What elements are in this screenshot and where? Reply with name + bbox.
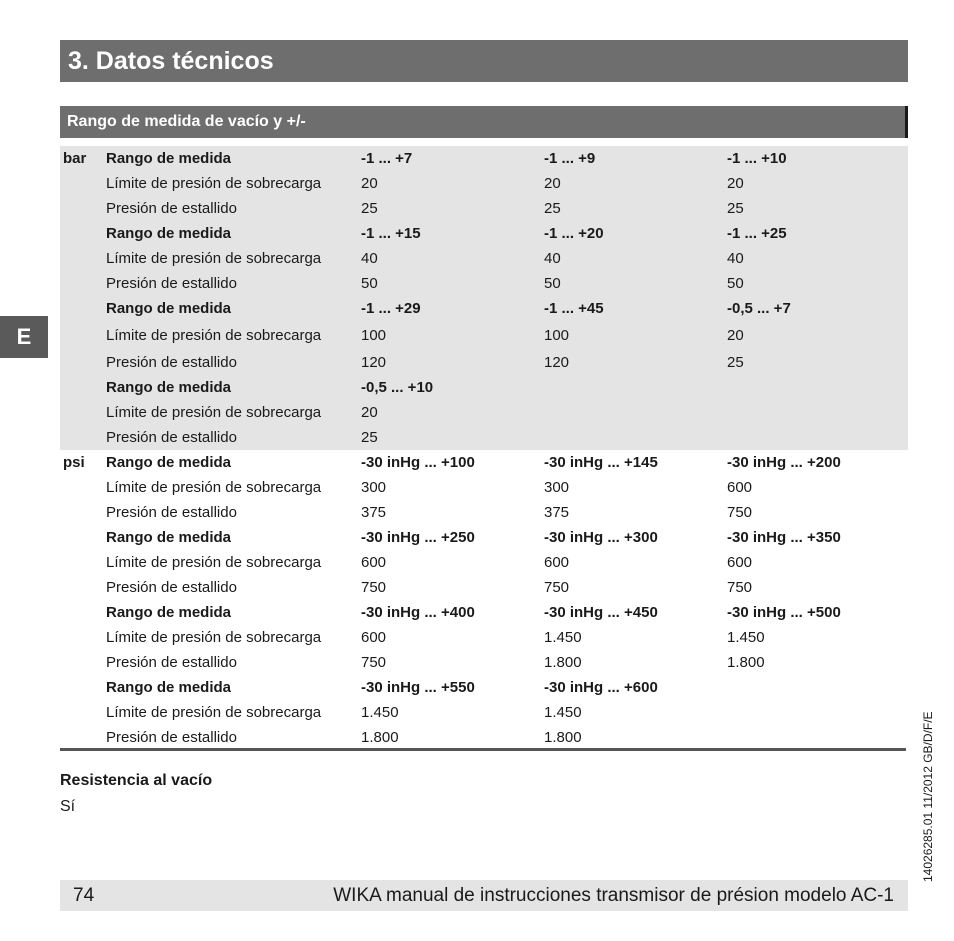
value-cell: 750 [727,579,753,596]
value-cell: 20 [544,175,561,192]
value-cell: 750 [544,579,570,596]
value-cell: 20 [361,404,378,421]
table-row [60,171,908,196]
label-cell: Límite de presión de sobrecarga [106,404,322,421]
table-row [60,575,908,600]
value-cell: 600 [361,554,387,571]
value-cell: -0,5 ... +7 [727,300,791,317]
value-cell: -1 ... +9 [544,150,596,167]
table-row [60,675,908,700]
page-footer [60,880,908,911]
value-cell: 300 [361,479,387,496]
value-cell: 120 [361,354,387,371]
table-row [60,475,908,500]
table-row [60,321,908,348]
table-row [60,196,908,221]
label-cell: Presión de estallido [106,504,237,521]
footer-text: WIKA manual de instrucciones transmisor de présion modelo AC-1 [333,885,894,906]
value-cell: 375 [361,504,387,521]
vacuum-resistance-title: Resistencia al vacío [60,772,213,789]
value-cell: 375 [544,504,570,521]
table-row [60,400,908,425]
unit-cell: bar [63,150,87,167]
table-row [60,525,908,550]
value-cell: -30 inHg ... +600 [544,679,658,696]
table-row [60,600,908,625]
value-cell: 1.450 [361,704,399,721]
value-cell: -1 ... +45 [544,300,604,317]
unit-cell: psi [63,454,85,471]
value-cell: 20 [727,327,744,344]
label-cell: Rango de medida [106,379,232,396]
value-cell: 1.450 [544,629,582,646]
value-cell: -30 inHg ... +145 [544,454,658,471]
label-cell: Presión de estallido [106,654,237,671]
table-row [60,450,908,475]
value-cell: 300 [544,479,570,496]
label-cell: Límite de presión de sobrecarga [106,327,322,344]
label-cell: Rango de medida [106,300,232,317]
table-row [60,725,908,750]
value-cell: -0,5 ... +10 [361,379,434,396]
table-bottom-rule [60,748,906,751]
value-cell: -30 inHg ... +550 [361,679,475,696]
value-cell: 50 [544,275,561,292]
label-cell: Límite de presión de sobrecarga [106,479,322,496]
value-cell: 750 [361,579,387,596]
page-title: 3. Datos técnicos [60,40,908,82]
value-cell: 600 [727,479,753,496]
label-cell: Presión de estallido [106,354,237,371]
label-cell: Presión de estallido [106,579,237,596]
value-cell: 750 [361,654,387,671]
value-cell: -30 inHg ... +350 [727,529,841,546]
value-cell: -30 inHg ... +500 [727,604,841,621]
table-row [60,348,908,375]
label-cell: Rango de medida [106,150,232,167]
label-cell: Límite de presión de sobrecarga [106,704,322,721]
spec-table [60,146,908,750]
label-cell: Límite de presión de sobrecarga [106,629,322,646]
value-cell: -30 inHg ... +300 [544,529,658,546]
label-cell: Rango de medida [106,225,232,242]
table-row [60,425,908,450]
value-cell: 600 [727,554,753,571]
value-cell: 1.800 [361,729,399,746]
table-row [60,296,908,321]
section-title: Rango de medida de vacío y +/- [60,106,908,138]
value-cell: 750 [727,504,753,521]
table-row [60,221,908,246]
label-cell: Presión de estallido [106,200,237,217]
value-cell: 1.800 [727,654,765,671]
value-cell: -30 inHg ... +100 [361,454,475,471]
value-cell: -1 ... +20 [544,225,604,242]
value-cell: 25 [361,429,378,446]
value-cell: -30 inHg ... +250 [361,529,475,546]
vacuum-resistance-value: Sí [60,798,76,815]
value-cell: 40 [727,250,744,267]
value-cell: 1.450 [544,704,582,721]
value-cell: 20 [361,175,378,192]
value-cell: 40 [544,250,561,267]
table-row [60,375,908,400]
value-cell: 50 [361,275,378,292]
label-cell: Rango de medida [106,604,232,621]
value-cell: 50 [727,275,744,292]
value-cell: -30 inHg ... +450 [544,604,658,621]
table-row [60,700,908,725]
label-cell: Presión de estallido [106,729,237,746]
value-cell: -1 ... +15 [361,225,421,242]
value-cell: 25 [727,354,744,371]
label-cell: Límite de presión de sobrecarga [106,554,322,571]
document-code: 14026285.01 11/2012 GB/D/F/E [921,711,935,882]
label-cell: Rango de medida [106,679,232,696]
table-row [60,650,908,675]
label-cell: Límite de presión de sobrecarga [106,250,322,267]
value-cell: -1 ... +10 [727,150,787,167]
value-cell: 40 [361,250,378,267]
table-row [60,246,908,271]
label-cell: Presión de estallido [106,275,237,292]
value-cell: 100 [361,327,387,344]
value-cell: 600 [544,554,570,571]
value-cell: -30 inHg ... +200 [727,454,841,471]
value-cell: 1.450 [727,629,765,646]
table-row [60,146,908,171]
table-row [60,625,908,650]
label-cell: Límite de presión de sobrecarga [106,175,322,192]
value-cell: 100 [544,327,570,344]
table-row [60,500,908,525]
value-cell: 25 [544,200,561,217]
label-cell: Rango de medida [106,454,232,471]
value-cell: 120 [544,354,570,371]
table-row [60,271,908,296]
value-cell: 1.800 [544,654,582,671]
value-cell: -1 ... +25 [727,225,787,242]
label-cell: Rango de medida [106,529,232,546]
label-cell: Presión de estallido [106,429,237,446]
value-cell: 20 [727,175,744,192]
table-row [60,550,908,575]
value-cell: 600 [361,629,387,646]
value-cell: -1 ... +29 [361,300,421,317]
value-cell: -30 inHg ... +400 [361,604,475,621]
value-cell: 1.800 [544,729,582,746]
value-cell: -1 ... +7 [361,150,413,167]
value-cell: 25 [361,200,378,217]
language-tab: E [0,316,48,358]
page-number: 74 [73,885,95,906]
value-cell: 25 [727,200,744,217]
